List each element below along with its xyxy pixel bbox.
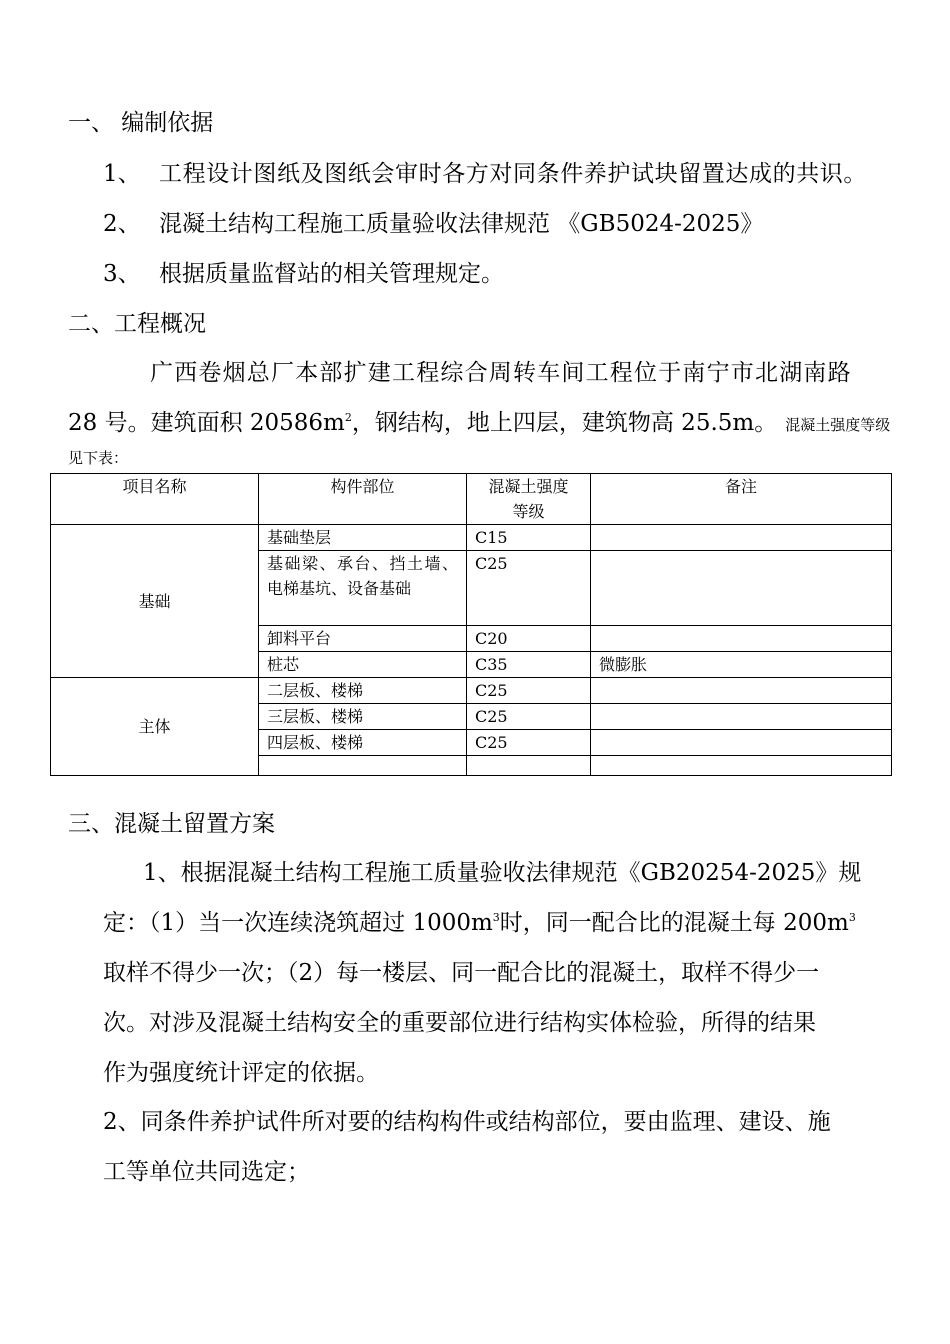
grade-cell: C25 xyxy=(467,730,591,756)
note-cell: 微膨胀 xyxy=(591,652,892,678)
part-cell: 基础垫层 xyxy=(259,525,467,551)
plan-paragraph-line: 工等单位共同选定； xyxy=(103,1159,310,1185)
part-cell: 二层板、楼梯 xyxy=(259,678,467,704)
list-item-number: 3、 xyxy=(103,261,141,287)
group-name-cell: 基础 xyxy=(51,525,259,678)
part-cell: 卸料平台 xyxy=(259,626,467,652)
header-cell: 项目名称 xyxy=(51,474,259,525)
grade-cell xyxy=(467,756,591,776)
part-cell: 桩芯 xyxy=(259,652,467,678)
table-header-row xyxy=(51,474,892,525)
note-cell xyxy=(591,730,892,756)
grade-cell: C25 xyxy=(467,704,591,730)
part-cell: 基础梁、承台、挡土墙、电梯基坑、设备基础 xyxy=(259,551,467,626)
overview-paragraph-line: 广西卷烟总厂本部扩建工程综合周转车间工程位于南宁市北湖南路 xyxy=(150,360,852,386)
note-cell xyxy=(591,551,892,626)
list-item-number: 1、 xyxy=(103,161,141,187)
superscript: 3 xyxy=(492,911,500,924)
superscript: 3 xyxy=(848,911,856,924)
section-1-title: 一、 编制依据 xyxy=(68,110,214,136)
concrete-grade-table xyxy=(50,473,892,776)
plan-paragraph-line: 次。对涉及混凝土结构安全的重要部位进行结构实体检验，所得的结果 xyxy=(103,1010,816,1036)
plan-text: 定：（1）当一次连续浇筑超过 1000m xyxy=(103,910,493,936)
grade-cell: C25 xyxy=(467,551,591,626)
grade-cell: C35 xyxy=(467,652,591,678)
part-cell xyxy=(259,756,467,776)
grade-cell: C20 xyxy=(467,626,591,652)
plan-text: 时，同一配合比的混凝土每 200m xyxy=(499,910,849,936)
superscript: 2 xyxy=(344,411,352,424)
grade-cell: C15 xyxy=(467,525,591,551)
plan-paragraph-line: 作为强度统计评定的依据。 xyxy=(103,1060,379,1086)
part-cell: 三层板、楼梯 xyxy=(259,704,467,730)
table-row xyxy=(51,678,892,704)
header-cell: 构件部位 xyxy=(259,474,467,525)
table-row xyxy=(51,525,892,551)
plan-paragraph-line: 取样不得少一次；（2）每一楼层、同一配合比的混凝土，取样不得少一 xyxy=(103,960,820,986)
note-cell xyxy=(591,756,892,776)
plan-paragraph-line xyxy=(103,908,856,938)
header-cell: 备注 xyxy=(591,474,892,525)
part-cell: 四层板、楼梯 xyxy=(259,730,467,756)
section-3-title: 三、混凝土留置方案 xyxy=(68,811,275,837)
group-name-cell: 主体 xyxy=(51,678,259,776)
header-cell: 混凝土强度等级 xyxy=(467,474,591,525)
note-cell xyxy=(591,704,892,730)
plan-paragraph-line: 1、根据混凝土结构工程施工质量验收法律规范《GB20254-2025》规 xyxy=(143,860,862,886)
overview-text: ，钢结构，地上四层，建筑物高 25.5m。 xyxy=(351,410,778,436)
list-item-text: 工程设计图纸及图纸会审时各方对同条件养护试块留置达成的共识。 xyxy=(159,161,867,187)
overview-text: 28 号。建筑面积 20586m xyxy=(68,410,345,436)
section-2-title: 二、工程概况 xyxy=(68,311,206,337)
note-cell xyxy=(591,626,892,652)
list-item-number: 2、 xyxy=(103,211,141,237)
note-cell xyxy=(591,525,892,551)
overview-note-text: 见下表： xyxy=(68,449,129,467)
list-item-text: 混凝土结构工程施工质量验收法律规范 《GB5024-2025》 xyxy=(159,211,764,237)
grade-cell: C25 xyxy=(467,678,591,704)
overview-paragraph-line xyxy=(68,408,890,440)
overview-note-text: 混凝土强度等级 xyxy=(785,416,891,434)
plan-paragraph-line: 2、同条件养护试件所对要的结构构件或结构部位，要由监理、建设、施 xyxy=(103,1109,831,1135)
list-item-text: 根据质量监督站的相关管理规定。 xyxy=(159,261,504,287)
note-cell xyxy=(591,678,892,704)
